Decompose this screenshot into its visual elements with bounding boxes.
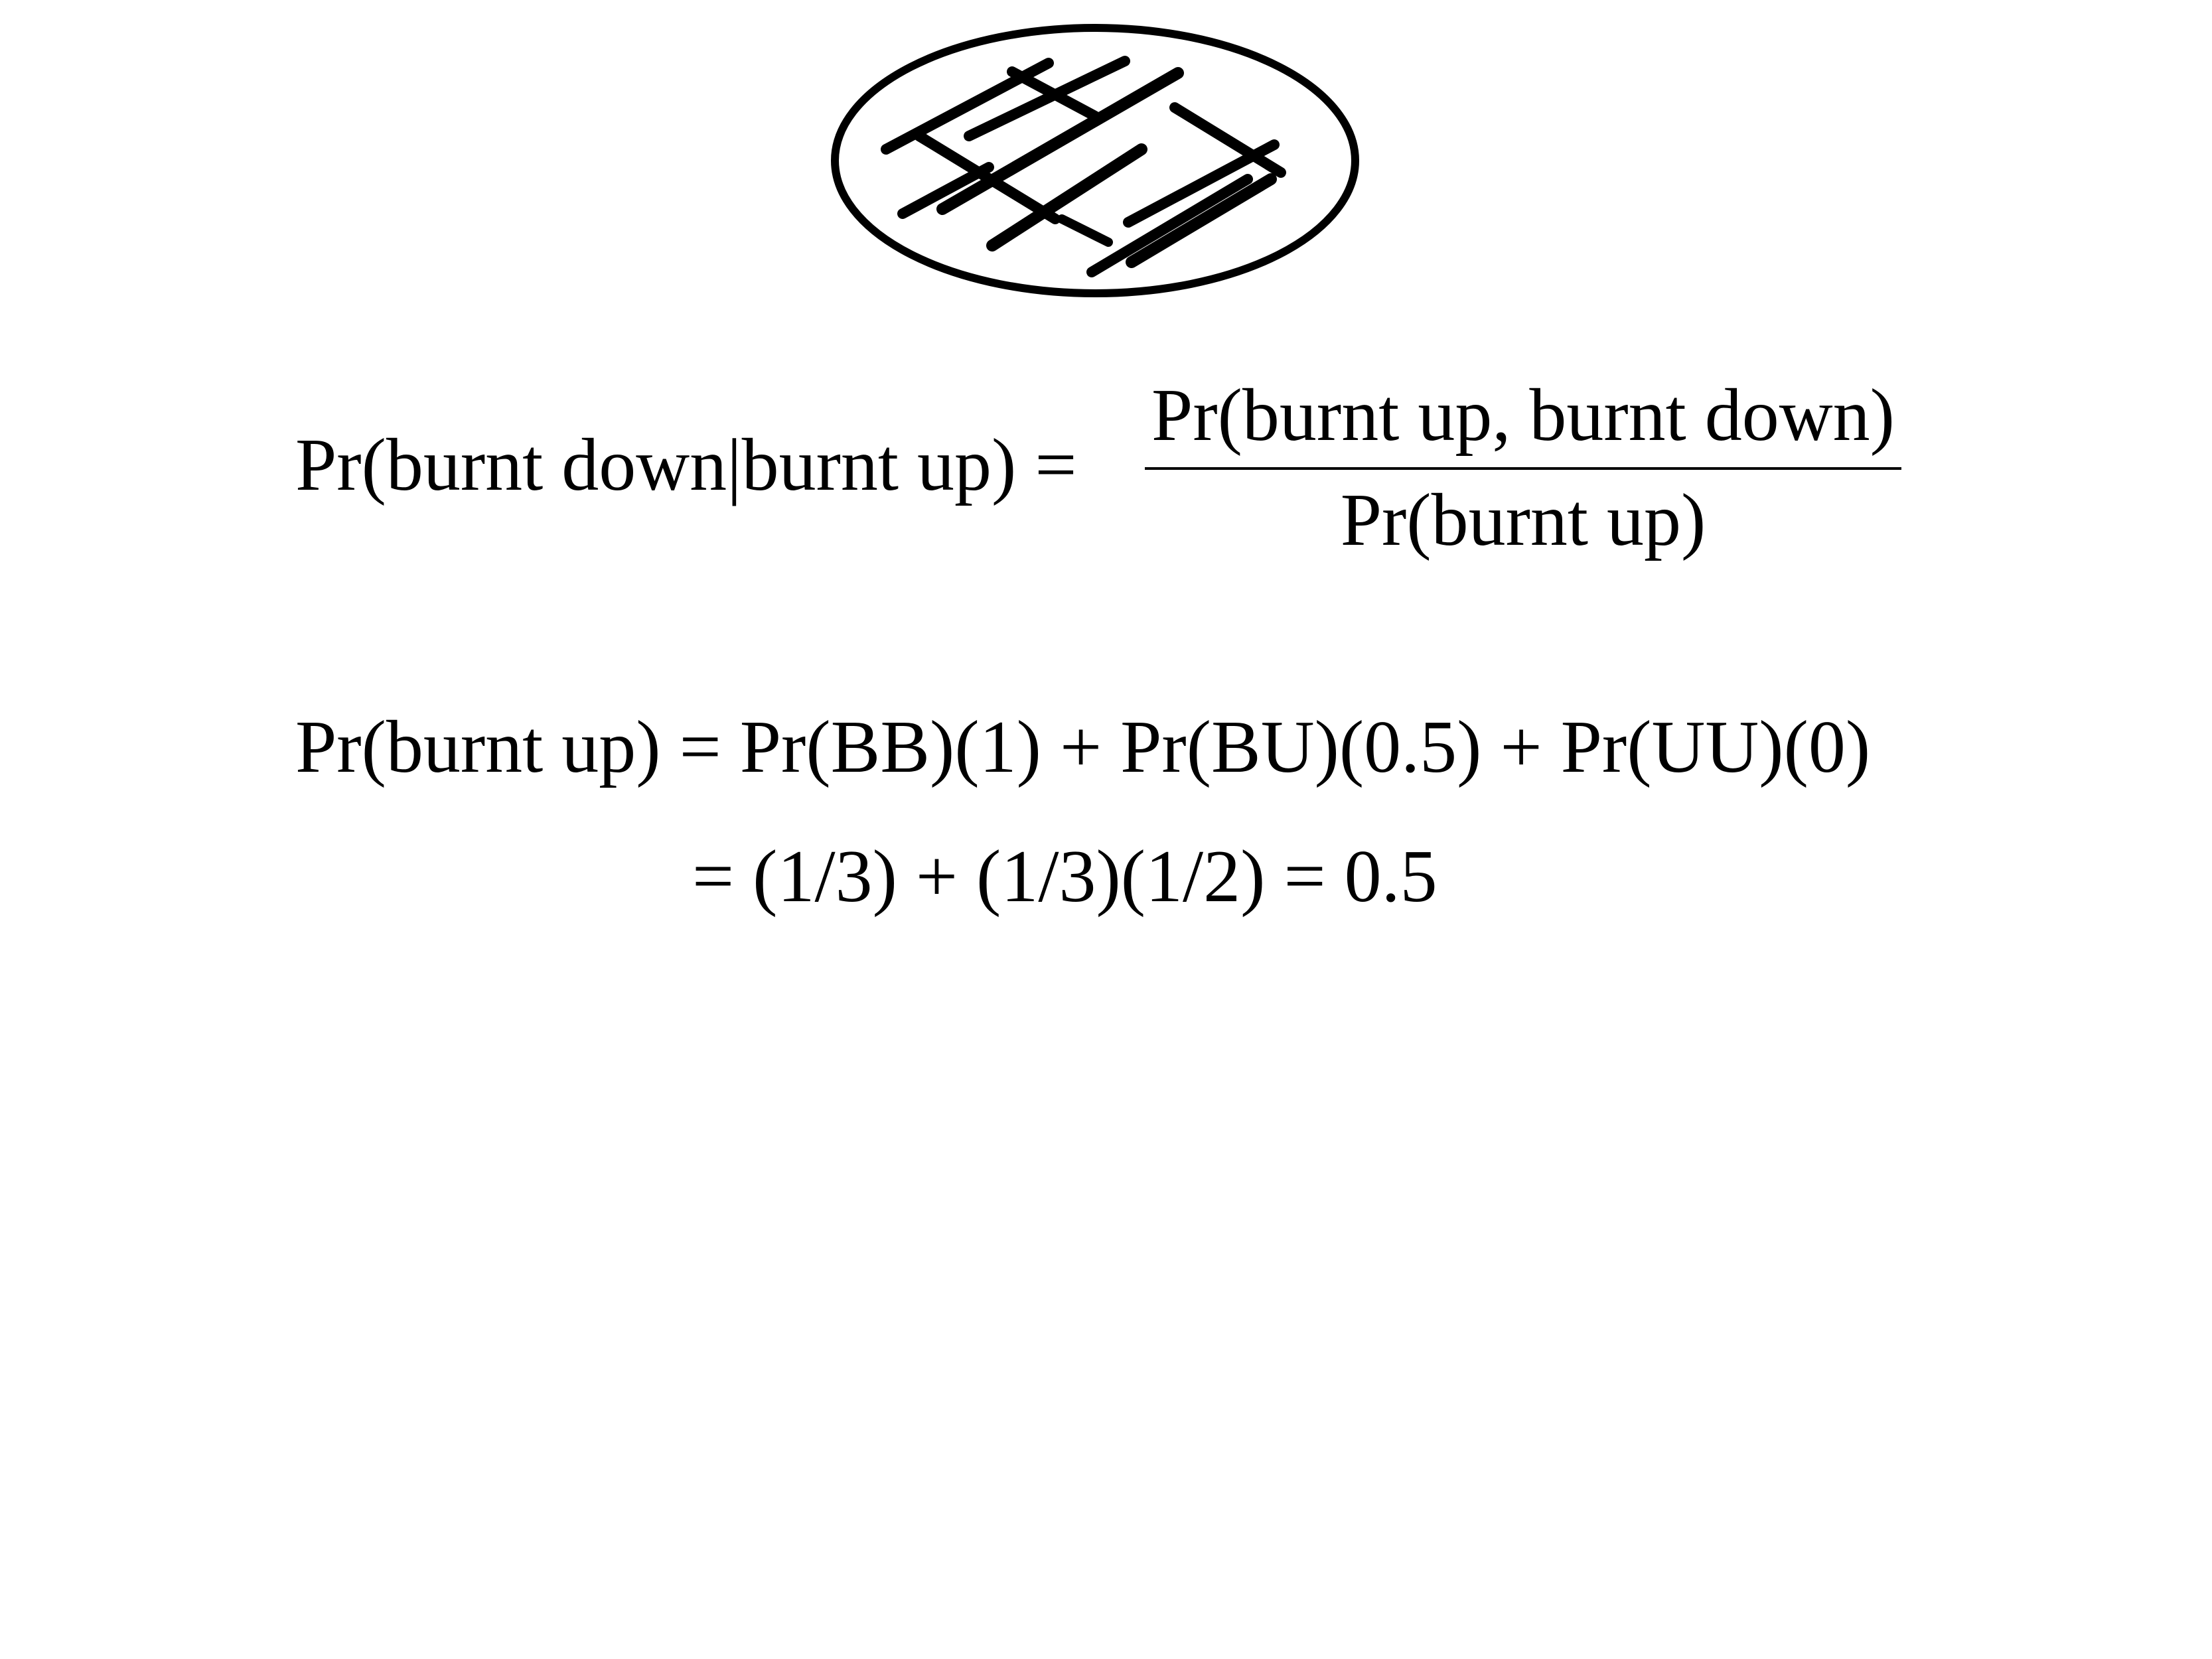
total-probability-equation: Pr(burnt up) = Pr(BB)(1) + Pr(BU)(0.5) + Pr(UU)(0)	[295, 706, 1871, 788]
conditional-probability-fraction	[1145, 374, 1901, 561]
grill-bars	[886, 61, 1281, 272]
grill-outline	[835, 28, 1355, 293]
fraction-denominator: Pr(burnt up)	[1340, 479, 1706, 561]
total-probability-result: = (1/3) + (1/3)(1/2) = 0.5	[692, 835, 1438, 918]
conditional-probability-lhs: Pr(burnt down|burnt up) =	[295, 424, 1077, 506]
grill-icon	[830, 20, 1361, 305]
fraction-numerator: Pr(burnt up, burnt down)	[1151, 374, 1895, 457]
